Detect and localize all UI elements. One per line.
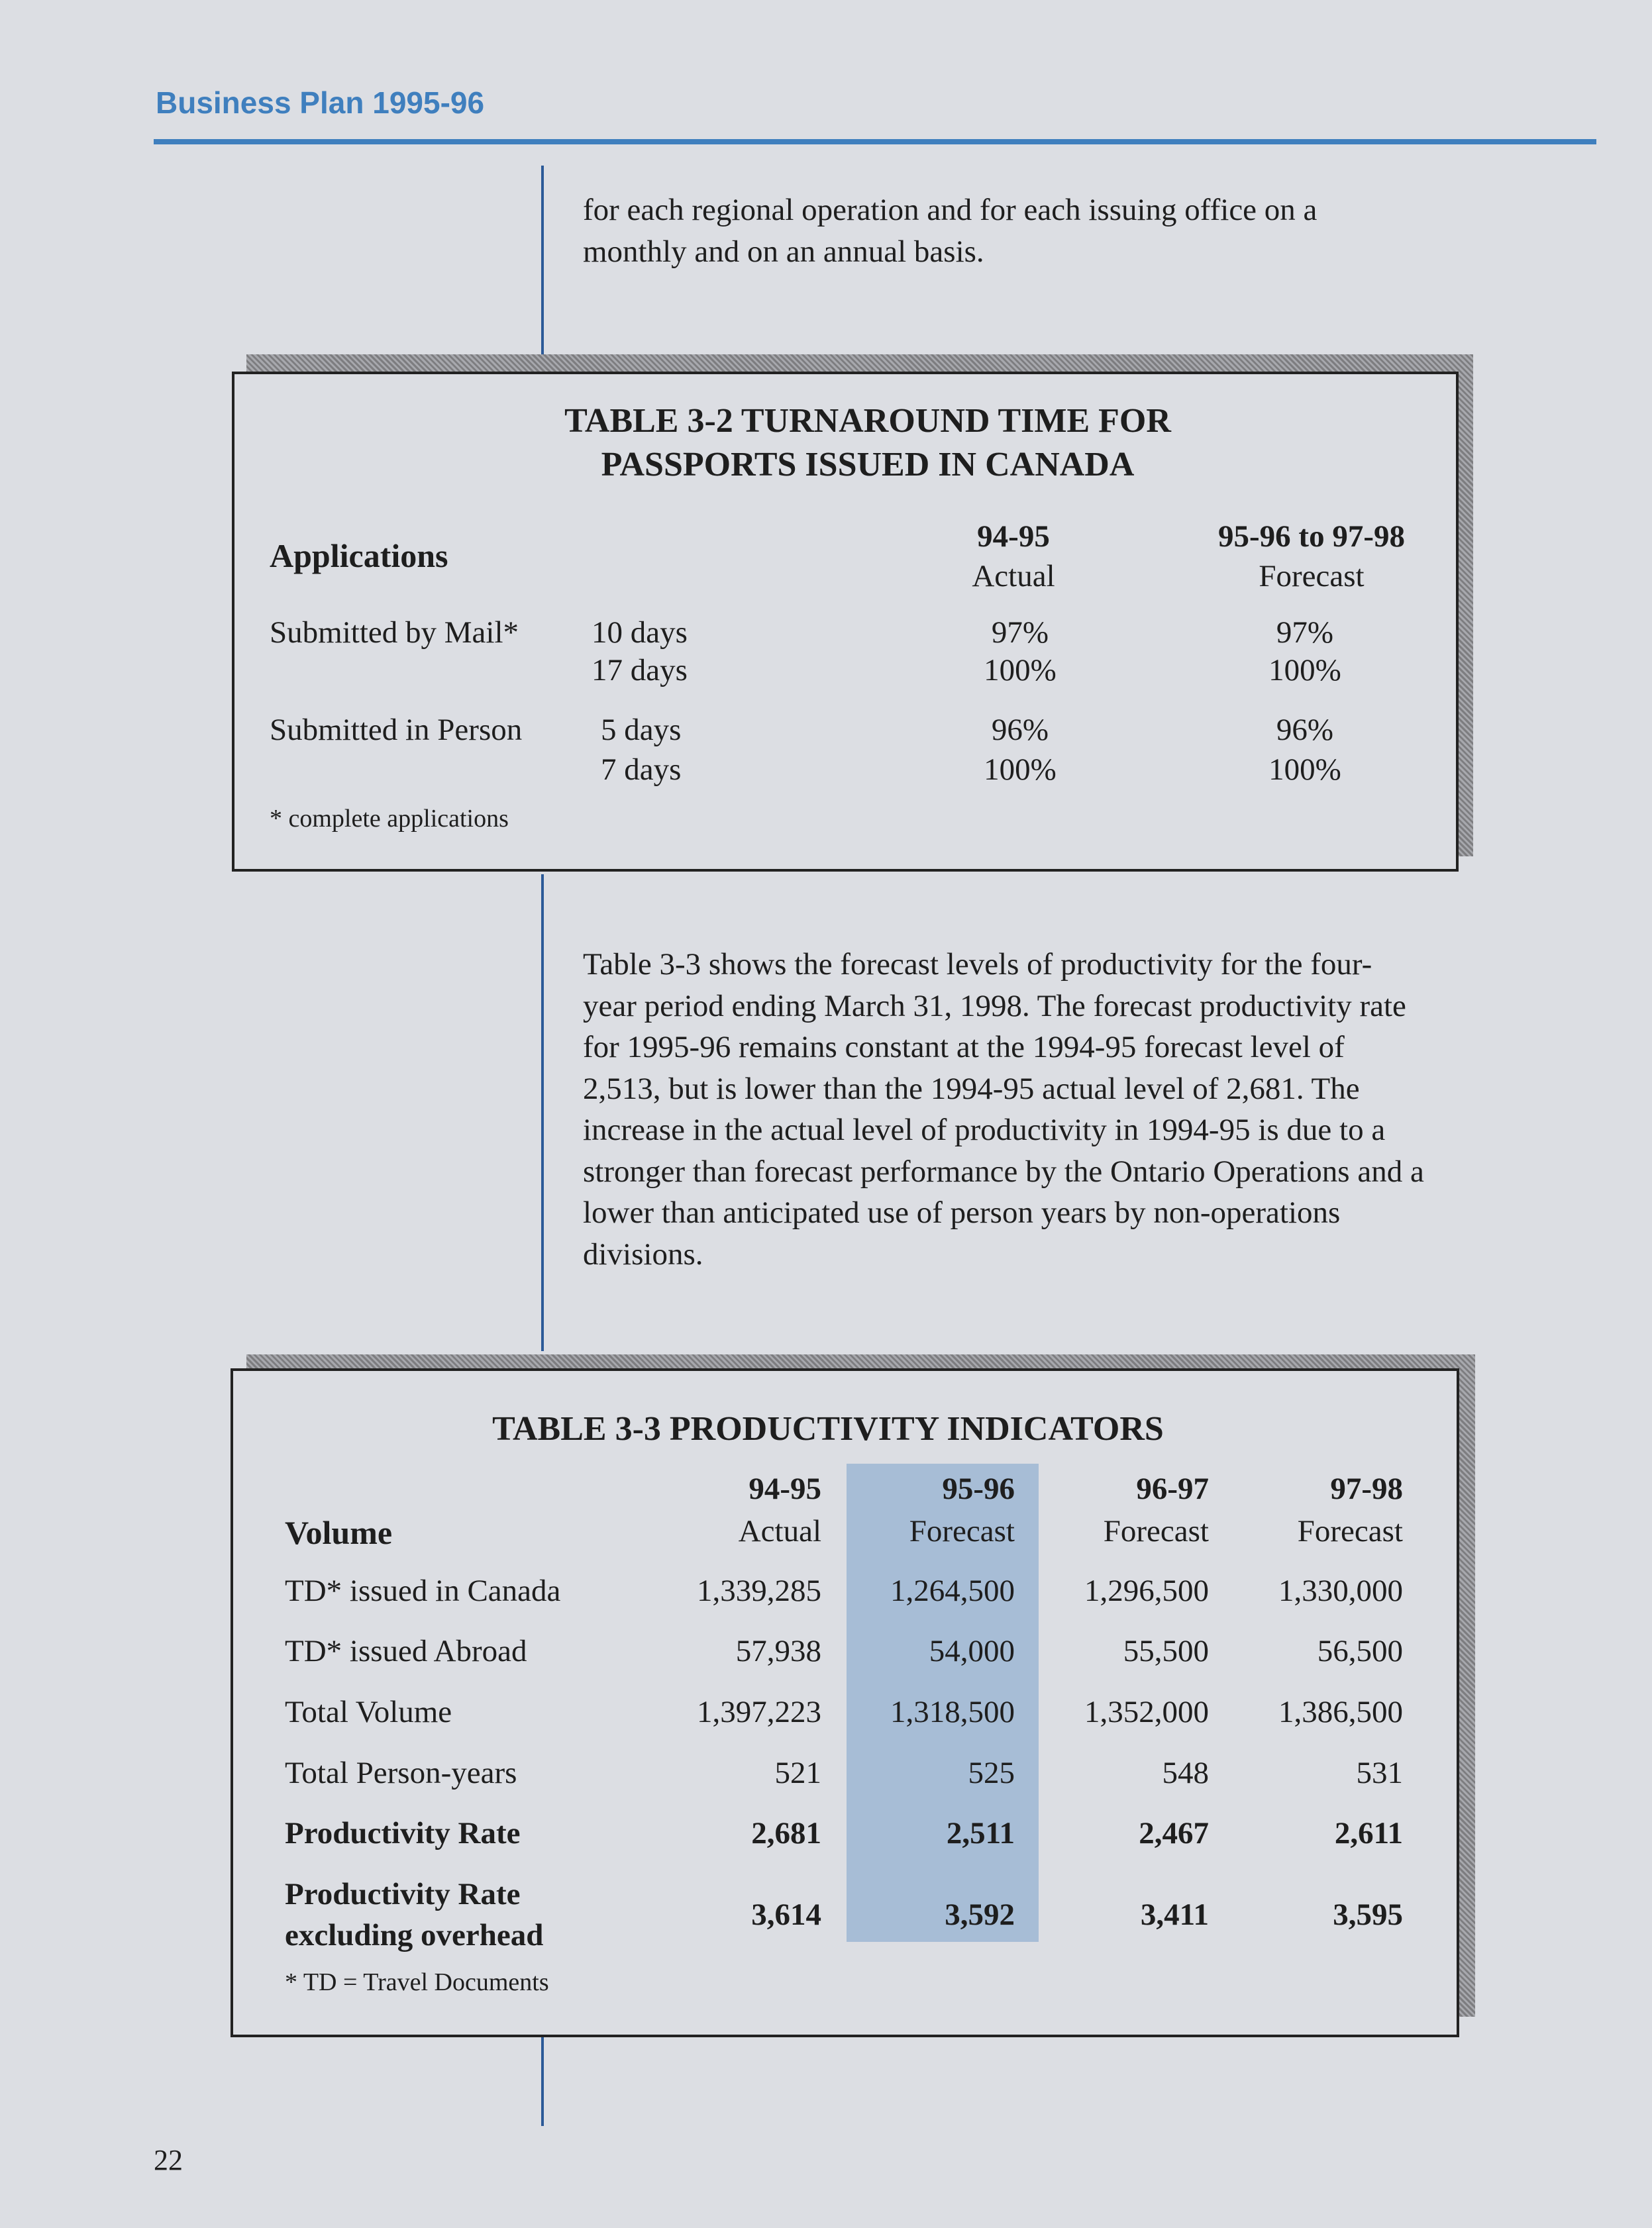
row-label: Total Person-years: [285, 1756, 517, 1790]
value-cell: 56,500: [1317, 1634, 1403, 1668]
text-line: year period ending March 31, 1998. The forecast productivity rate: [583, 988, 1406, 1023]
row-label: TD* issued in Canada: [285, 1574, 561, 1608]
value-cell: 1,264,500: [890, 1574, 1015, 1608]
intro-paragraph: [583, 189, 1317, 272]
days-cell: 17 days: [592, 653, 688, 687]
value-cell: 1,318,500: [890, 1695, 1015, 1729]
text-line: divisions.: [583, 1237, 703, 1272]
value-cell: 2,467: [1139, 1816, 1209, 1850]
value-cell: 525: [968, 1756, 1015, 1790]
value-cell: 1,330,000: [1278, 1574, 1403, 1608]
column-header-type: Forecast: [909, 1514, 1015, 1548]
running-header: Business Plan 1995-96: [156, 85, 485, 120]
body-paragraph: [583, 944, 1424, 1275]
value-cell: 1,397,223: [697, 1695, 821, 1729]
days-cell: 7 days: [601, 752, 682, 787]
column-header-year: 97-98: [1330, 1472, 1403, 1506]
value-cell: 1,296,500: [1084, 1574, 1209, 1608]
value-cell: 2,511: [946, 1816, 1015, 1850]
value-cell: 3,411: [1140, 1898, 1209, 1932]
value-cell: 3,592: [945, 1898, 1015, 1932]
text-line: lower than anticipated use of person years by non-operations: [583, 1195, 1341, 1230]
value-cell: 55,500: [1123, 1634, 1209, 1668]
value-cell: 548: [1162, 1756, 1209, 1790]
column-header-year: 96-97: [1136, 1472, 1209, 1506]
value-cell: 100%: [984, 653, 1057, 687]
column-header-year: 95-96 to 97-98: [1218, 519, 1405, 554]
value-cell: 2,681: [751, 1816, 821, 1850]
table-footnote: * TD = Travel Documents: [285, 1968, 549, 1996]
column-header-year: 95-96: [942, 1472, 1015, 1506]
value-cell: 3,614: [751, 1898, 821, 1932]
margin-line: [541, 166, 544, 364]
header-rule: [154, 139, 1596, 144]
row-label: Total Volume: [285, 1695, 452, 1729]
row-label: TD* issued Abroad: [285, 1634, 527, 1668]
value-cell: 3,595: [1333, 1898, 1403, 1932]
value-cell: 97%: [1276, 615, 1334, 650]
row-label: excluding overhead: [285, 1918, 544, 1952]
text-line: stronger than forecast performance by the Ontario Operations and a: [583, 1154, 1424, 1189]
value-cell: 1,352,000: [1084, 1695, 1209, 1729]
value-cell: 1,339,285: [697, 1574, 821, 1608]
column-header-type: Forecast: [1297, 1514, 1403, 1548]
row-label: Submitted by Mail*: [270, 615, 519, 650]
text-line: for 1995-96 remains constant at the 1994-95 forecast level of: [583, 1030, 1345, 1064]
value-cell: 521: [774, 1756, 821, 1790]
value-cell: 57,938: [735, 1634, 821, 1668]
text-line: for each regional operation and for each issuing office on a: [583, 193, 1317, 227]
table-3-2-title: PASSPORTS ISSUED IN CANADA: [601, 446, 1135, 483]
column-header-year: 94-95: [977, 519, 1050, 554]
column-header: Applications: [270, 537, 448, 574]
column-header: Volume: [285, 1514, 393, 1551]
column-header-type: Forecast: [1103, 1514, 1209, 1548]
table-3-3-title: TABLE 3-3 PRODUCTIVITY INDICATORS: [492, 1410, 1164, 1448]
margin-line: [541, 2033, 544, 2126]
column-header-year: 94-95: [749, 1472, 821, 1506]
value-cell: 531: [1356, 1756, 1403, 1790]
value-cell: 100%: [1268, 653, 1341, 687]
value-cell: 97%: [991, 615, 1049, 650]
column-header-type: Actual: [972, 559, 1055, 593]
value-cell: 1,386,500: [1278, 1695, 1403, 1729]
days-cell: 5 days: [601, 713, 682, 747]
table-footnote: * complete applications: [270, 805, 509, 833]
column-header-type: Forecast: [1259, 559, 1365, 593]
value-cell: 96%: [991, 713, 1049, 747]
column-header-type: Actual: [738, 1514, 821, 1548]
row-label: Productivity Rate: [285, 1816, 521, 1850]
margin-line: [541, 874, 544, 1351]
row-label: Productivity Rate: [285, 1877, 521, 1911]
value-cell: 100%: [984, 752, 1057, 787]
row-label: Submitted in Person: [270, 713, 523, 747]
days-cell: 10 days: [592, 615, 688, 650]
text-line: increase in the actual level of productivity in 1994-95 is due to a: [583, 1113, 1386, 1147]
table-3-2-title: TABLE 3-2 TURNAROUND TIME FOR: [564, 402, 1171, 440]
text-line: 2,513, but is lower than the 1994-95 actual level of 2,681. The: [583, 1071, 1360, 1106]
text-line: Table 3-3 shows the forecast levels of productivity for the four-: [583, 947, 1372, 982]
value-cell: 54,000: [929, 1634, 1015, 1668]
value-cell: 2,611: [1334, 1816, 1403, 1850]
text-line: monthly and on an annual basis.: [583, 234, 984, 269]
page-number: 22: [154, 2144, 183, 2176]
value-cell: 96%: [1276, 713, 1334, 747]
value-cell: 100%: [1268, 752, 1341, 787]
